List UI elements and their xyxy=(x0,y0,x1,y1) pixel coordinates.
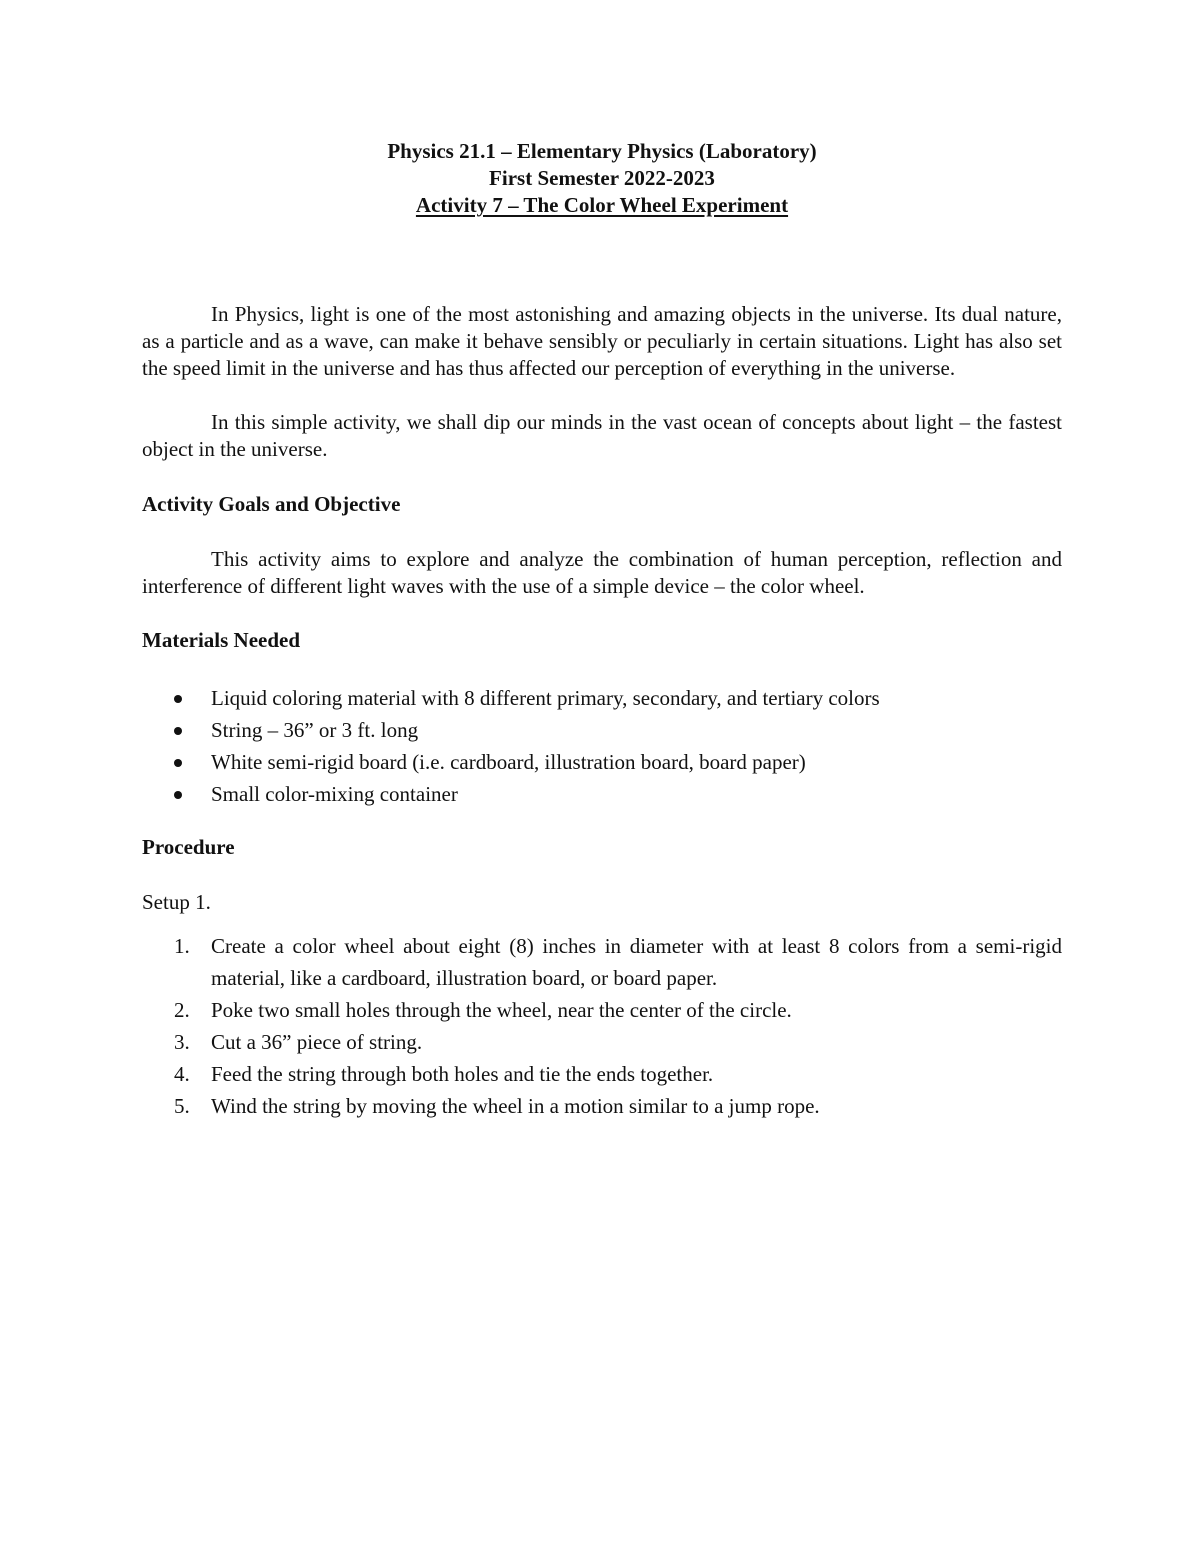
list-item xyxy=(142,746,1062,778)
course-title: Physics 21.1 – Elementary Physics (Laboratory) xyxy=(387,139,817,163)
intro-paragraph-1: In Physics, light is one of the most astonishing and amazing objects in the universe. Its dual nature, as a particle and as a wave, can make it behave sensibly or peculiarly in certain situations. Light has also set the speed limit in the universe and has thus affected our perception of everything in the universe. xyxy=(142,302,1062,380)
bullet-icon xyxy=(174,695,182,703)
step-text: Cut a 36” piece of string. xyxy=(211,1030,423,1054)
step-text: Feed the string through both holes and tie the ends together. xyxy=(211,1062,714,1086)
step-number: 2. xyxy=(174,998,190,1022)
material-text: White semi-rigid board (i.e. cardboard, illustration board, board paper) xyxy=(211,750,806,774)
list-item xyxy=(142,682,1062,714)
list-item xyxy=(142,778,1062,810)
procedure-steps xyxy=(142,930,1062,1122)
list-item xyxy=(142,1026,1062,1058)
list-item xyxy=(142,1090,1062,1122)
step-number: 1. xyxy=(174,934,190,958)
goals-paragraph: This activity aims to explore and analyze the combination of human perception, reflection and interference of different light waves with the use of a simple device – the color wheel. xyxy=(142,547,1062,598)
materials-heading: Materials Needed xyxy=(142,628,301,652)
bullet-icon xyxy=(174,791,182,799)
step-text: Poke two small holes through the wheel, near the center of the circle. xyxy=(211,998,792,1022)
list-item xyxy=(142,714,1062,746)
step-number: 5. xyxy=(174,1094,190,1118)
intro-paragraph-2: In this simple activity, we shall dip our minds in the vast ocean of concepts about light – the fastest object in the universe. xyxy=(142,410,1062,461)
semester-title: First Semester 2022-2023 xyxy=(489,166,715,190)
step-number: 4. xyxy=(174,1062,190,1086)
step-text: Create a color wheel about eight (8) inches in diameter with at least 8 colors from a semi-rigid material, like a cardboard, illustration board, or board paper. xyxy=(211,934,1062,990)
materials-list xyxy=(142,682,1062,810)
material-text: Liquid coloring material with 8 different primary, secondary, and tertiary colors xyxy=(211,686,880,710)
setup-label: Setup 1. xyxy=(142,890,211,914)
step-text: Wind the string by moving the wheel in a motion similar to a jump rope. xyxy=(211,1094,820,1118)
material-text: Small color-mixing container xyxy=(211,782,458,806)
list-item xyxy=(142,930,1062,994)
document-page xyxy=(142,138,1062,1122)
step-number: 3. xyxy=(174,1030,190,1054)
activity-title: Activity 7 – The Color Wheel Experiment xyxy=(415,193,789,217)
document-header xyxy=(142,138,1062,219)
list-item xyxy=(142,994,1062,1026)
bullet-icon xyxy=(174,759,182,767)
material-text: String – 36” or 3 ft. long xyxy=(211,718,419,742)
goals-heading: Activity Goals and Objective xyxy=(142,492,401,516)
bullet-icon xyxy=(174,727,182,735)
list-item xyxy=(142,1058,1062,1090)
procedure-heading: Procedure xyxy=(142,835,235,859)
